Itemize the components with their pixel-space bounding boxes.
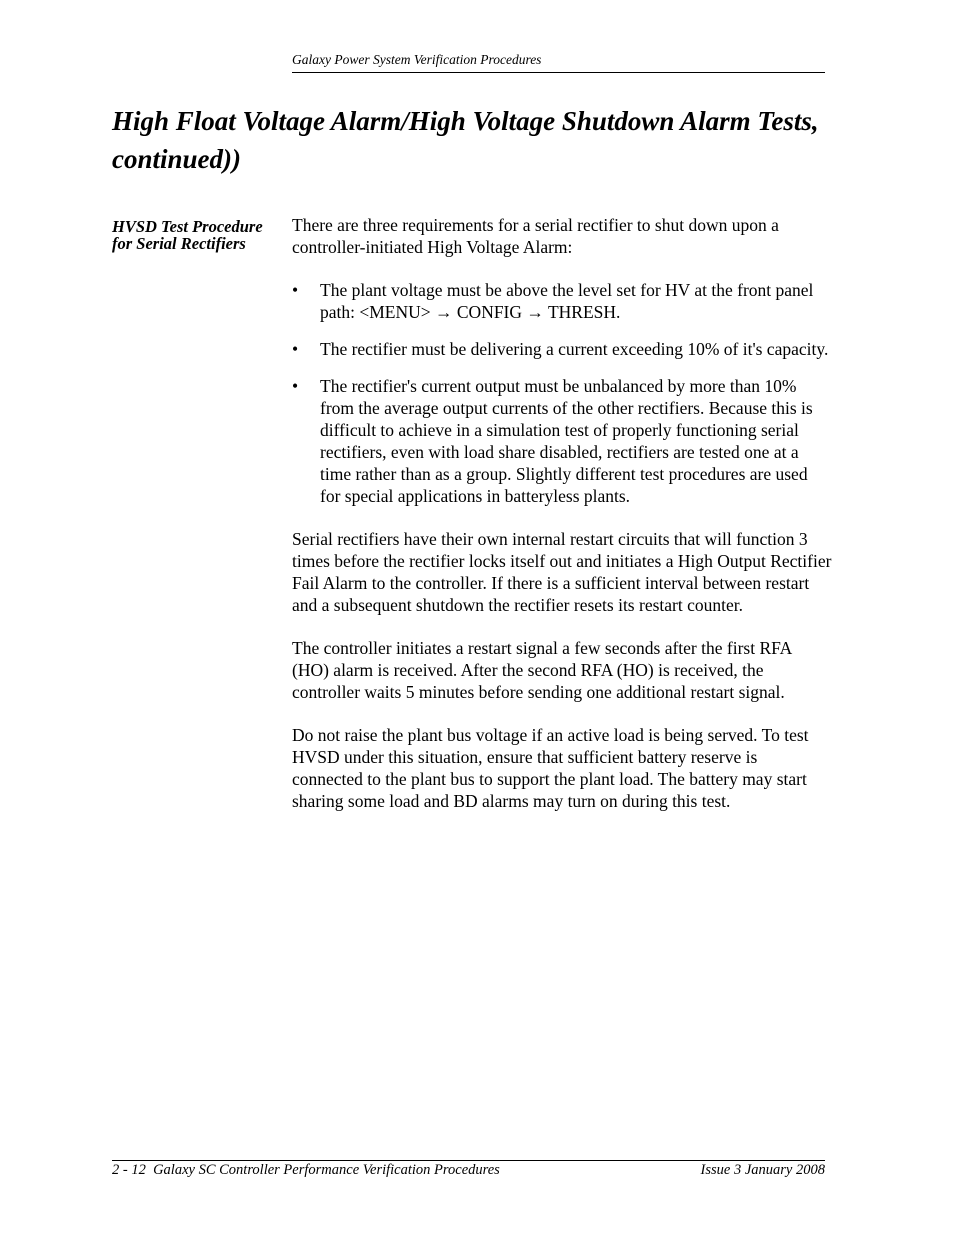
side-heading: HVSD Test Procedure for Serial Rectifiers	[112, 217, 263, 253]
list-item-text: The rectifier must be delivering a current exceeding 10% of it's capacity.	[320, 339, 829, 359]
list-item	[292, 279, 832, 323]
list-item-text: The rectifier's current output must be unbalanced by more than 10% from the average output currents of the other rectifiers. Because this is difficult to achieve in a simulation test of properly functioning serial rectifiers, even with load share disabled, rectifiers are tested one at a time rather than as a group. Slightly different test procedures are used for special applications in batteryless plants.	[320, 376, 813, 506]
bullet-symbol: •	[292, 280, 299, 300]
body-text	[292, 214, 832, 833]
running-header: Galaxy Power System Verification Procedures	[292, 52, 542, 67]
list-item	[292, 338, 832, 360]
intro-paragraph: There are three requirements for a serial rectifier to shut down upon a controller-initiated High Voltage Alarm:	[292, 215, 779, 257]
requirements-list	[292, 279, 832, 507]
footer-rule	[112, 1160, 825, 1161]
list-item-text: The plant voltage must be above the level set for HV at the front panel path: <MENU> → CONFIG → THRESH.	[320, 280, 814, 322]
bullet-symbol: •	[292, 376, 299, 396]
bullet-symbol: •	[292, 339, 299, 359]
footer-page-label: 2 - 12 Galaxy SC Controller Performance Verification Procedures	[112, 1162, 500, 1178]
paragraph-restart-circuits: Serial rectifiers have their own internal restart circuits that will function 3 times before the rectifier locks itself out and initiates a High Output Rectifier Fail Alarm to the controller. If there is a sufficient interval between restart and a subsequent shutdown the rectifier resets its restart counter.	[292, 529, 832, 615]
paragraph-active-load: Do not raise the plant bus voltage if an active load is being served. To test HVSD under this situation, ensure that sufficient battery reserve is connected to the plant bus to support the plant load. The battery may start sharing some load and BD alarms may turn on during this test.	[292, 725, 809, 811]
list-item	[292, 375, 832, 507]
header-rule	[292, 72, 825, 73]
footer-issue-date: Issue 3 January 2008	[700, 1162, 825, 1178]
paragraph-restart-signal: The controller initiates a restart signal a few seconds after the first RFA (HO) alarm is received. After the second RFA (HO) is received, the controller waits 5 minutes before sending one additional restart signal.	[292, 638, 792, 702]
section-title: High Float Voltage Alarm/High Voltage Shutdown Alarm Tests, continued))	[112, 106, 819, 174]
